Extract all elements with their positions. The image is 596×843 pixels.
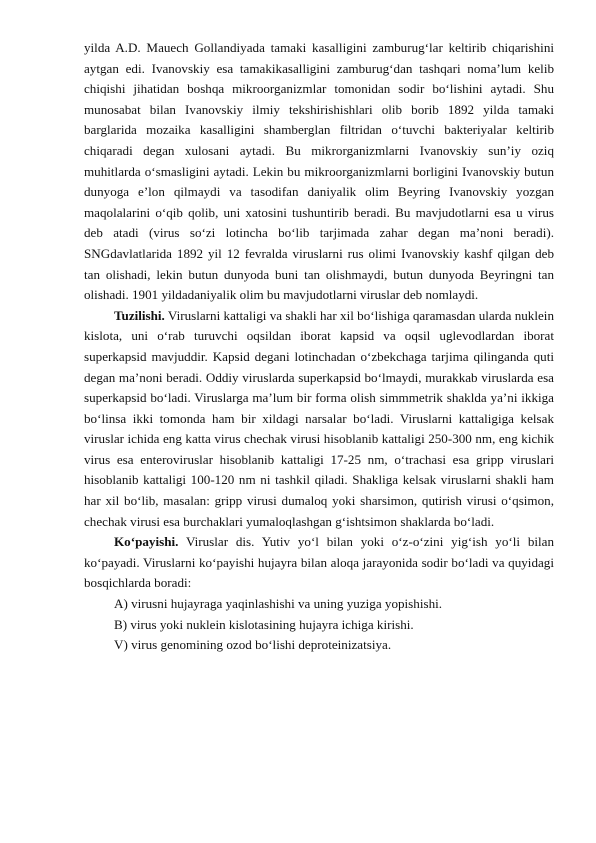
paragraph-history: [84, 38, 554, 306]
paragraph-structure: [84, 306, 554, 533]
section-heading-structure: Tuzilishi.: [114, 307, 165, 323]
paragraph-text: yilda A.D. Mauech Gollandiyada tamaki kasalligini zamburug‘lar keltirib chiqarishini aytgan edi. Ivanovskiy esa tamakikasalligini zamburug‘dan tashqari noma’lum kelib chiqishi jihatidan boshqa mikroorganizmlar tomonidan sodir bo‘lishini aytadi. Shu munosabat bilan Ivanovskiy ilmiy tekshirishishlari olib borib 1892 yilda tamaki barglarida mozaika kasalligini shamberglan filtridan o‘tuvchi bakteriyalar keltirib chiqaradi degan xulosani aytadi. Bu mikrorganizmlarni Ivanovskiy sun’iy oziq muhitlarda o‘smasligini aytadi. Lekin bu mikroorganizmlarni borligini Ivanovskiy butun dunyoga e’lon qilmaydi va tasodifan daniyalik olim Beyring Ivanovskiy yozgan maqolalarini o‘qib qolib, uni xatosini tushuntirib beradi. Bu mavjudotlarni esa u virus deb atadi (virus so‘zi lotincha bo‘lib tarjimada zahar degan ma’noni beradi). SNGdavlatlarida 1892 yil 12 fevralda viruslarni rus olimi Ivanovskiy kashf qilgan deb tan olishadi, lekin butun dunyoda buni tan olishmaydi, butun dunyoda Beyringni tan olishadi. 1901 yildadaniyalik olim bu mavjudotlarni viruslar deb nomlaydi.: [84, 40, 554, 303]
section-heading-reproduction: Ko‘payishi.: [114, 534, 179, 550]
document-page: [84, 38, 554, 656]
paragraph-text: Viruslarni kattaligi va shakli har xil bo‘lishiga qaramasdan ularda nuklein kislota, uni o‘rab turuvchi oqsildan iborat kapsid va oqsil uglevodlardan iborat superkapsid mavjuddir. Kapsid degani lotinchadan o‘zbekchaga tarjima qilinganda quti degan ma’noni beradi. Oddiy viruslarda superkapsid bo‘lmaydi, murakkab viruslarda esa superkapsid bo‘ladi. Viruslarga ma’lum bir forma olish simmmetrik shaklda ya’ni ikkiga bo‘linsa ikki tomonda ham bir xildagi narsalar bo‘ladi. Viruslarni kattaligiga kelsak viruslar ichida eng katta virus chechak virusi hisoblanib kattaligi 250-300 nm, eng kichik virus esa enteroviruslar hisoblanib kattaligi 17-25 nm, o‘trachasi esa gripp viruslari hisoblanib kattaligi 100-120 nm ni tashkil qiladi. Shakliga kelsak viruslarni shakli ham har xil bo‘lib, masalan: gripp virusi dumaloq yoki sharsimon, qutirish virusi o‘qsimon, chechak virusi esa burchaklari yumaloqlashgan g‘ishtsimon shaklarda bo‘ladi.: [84, 307, 554, 529]
list-item-a: A) virusni hujayraga yaqinlashishi va uning yuziga yopishishi.: [114, 596, 443, 612]
list-item-b: B) virus yoki nuklein kislotasining hujayra ichiga kirishi.: [114, 616, 414, 632]
paragraph-text: Viruslar dis. Yutiv yo‘l bilan yoki o‘z-o‘zini yig‘ish yo‘li bilan ko‘payadi. Viruslarni ko‘payishi hujayra bilan aloqa jarayonida sodir bo‘ladi va quyidagi bosqichlarda boradi:: [84, 534, 554, 591]
paragraph-reproduction: [84, 532, 554, 594]
list-item-v: V) virus genomining ozod bo‘lishi deproteinizatsiya.: [114, 637, 392, 653]
